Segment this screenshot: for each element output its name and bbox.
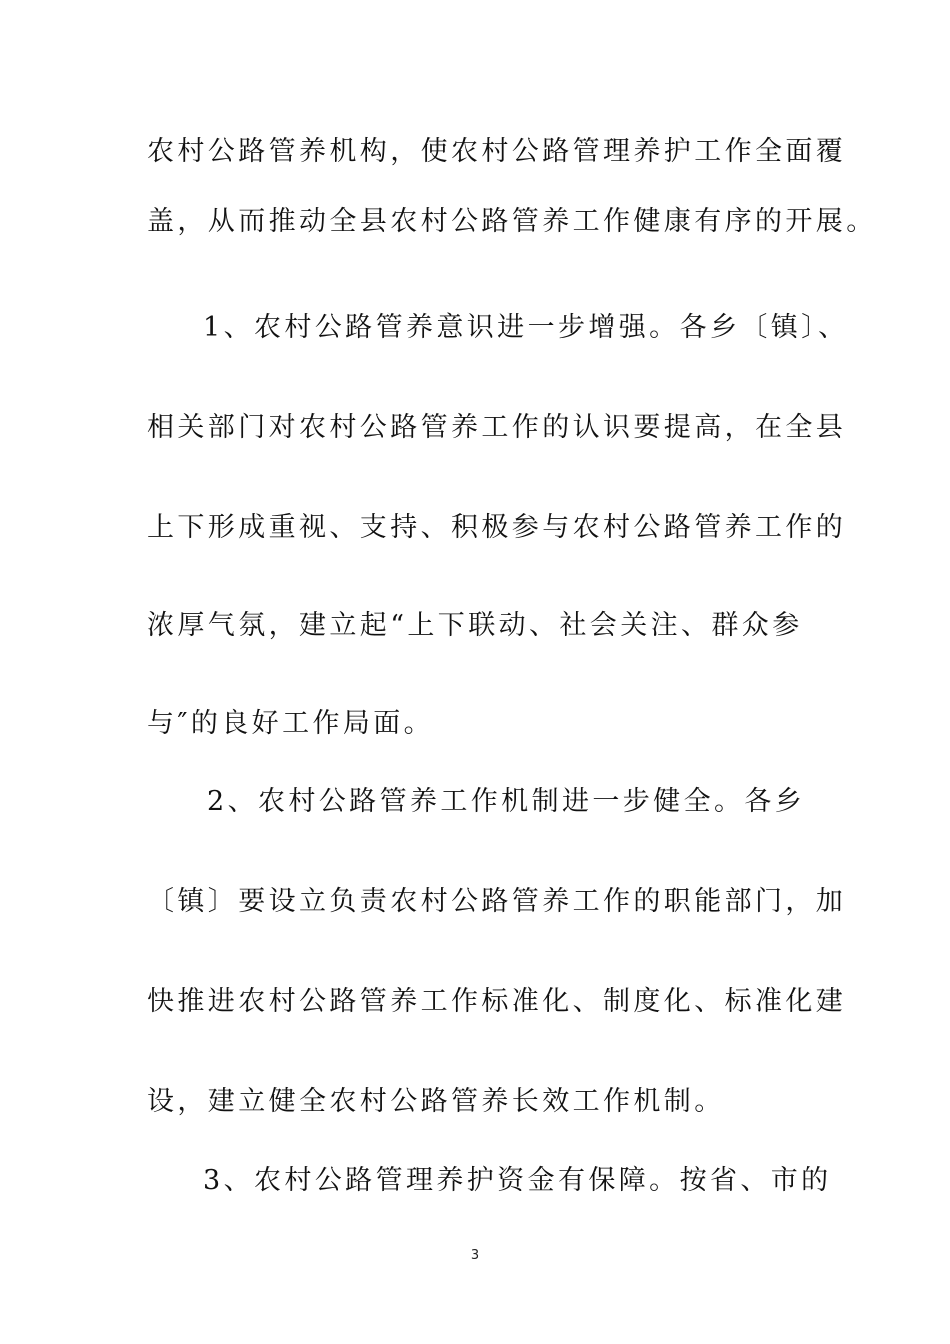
paragraph-start-line: 1、农村公路管养意识进一步增强。各乡〔镇〕、 <box>203 312 849 343</box>
text-line: 〔镇〕要设立负责农村公路管养工作的职能部门，加 <box>147 886 847 917</box>
text-line: 农村公路管养机构，使农村公路管理养护工作全面覆 <box>147 136 847 167</box>
page-number: 3 <box>470 1248 480 1263</box>
paragraph-start-line: 2、农村公路管养工作机制进一步健全。各乡 <box>207 786 806 817</box>
text-line: 快推进农村公路管养工作标准化、制度化、标准化建 <box>147 986 847 1017</box>
text-line: 上下形成重视、支持、积极参与农村公路管养工作的 <box>147 512 847 543</box>
text-line: 相关部门对农村公路管养工作的认识要提高，在全县 <box>147 412 847 443</box>
text-line: 与″的良好工作局面。 <box>147 708 435 739</box>
text-line: 设，建立健全农村公路管养长效工作机制。 <box>147 1086 725 1117</box>
paragraph-start-line: 3、农村公路管理养护资金有保障。按省、市的 <box>203 1165 832 1196</box>
text-line: 浓厚气氛，建立起“上下联动、社会关注、群众参 <box>147 610 803 641</box>
text-line: 盖，从而推动全县农村公路管养工作健康有序的开展。 <box>147 206 877 237</box>
